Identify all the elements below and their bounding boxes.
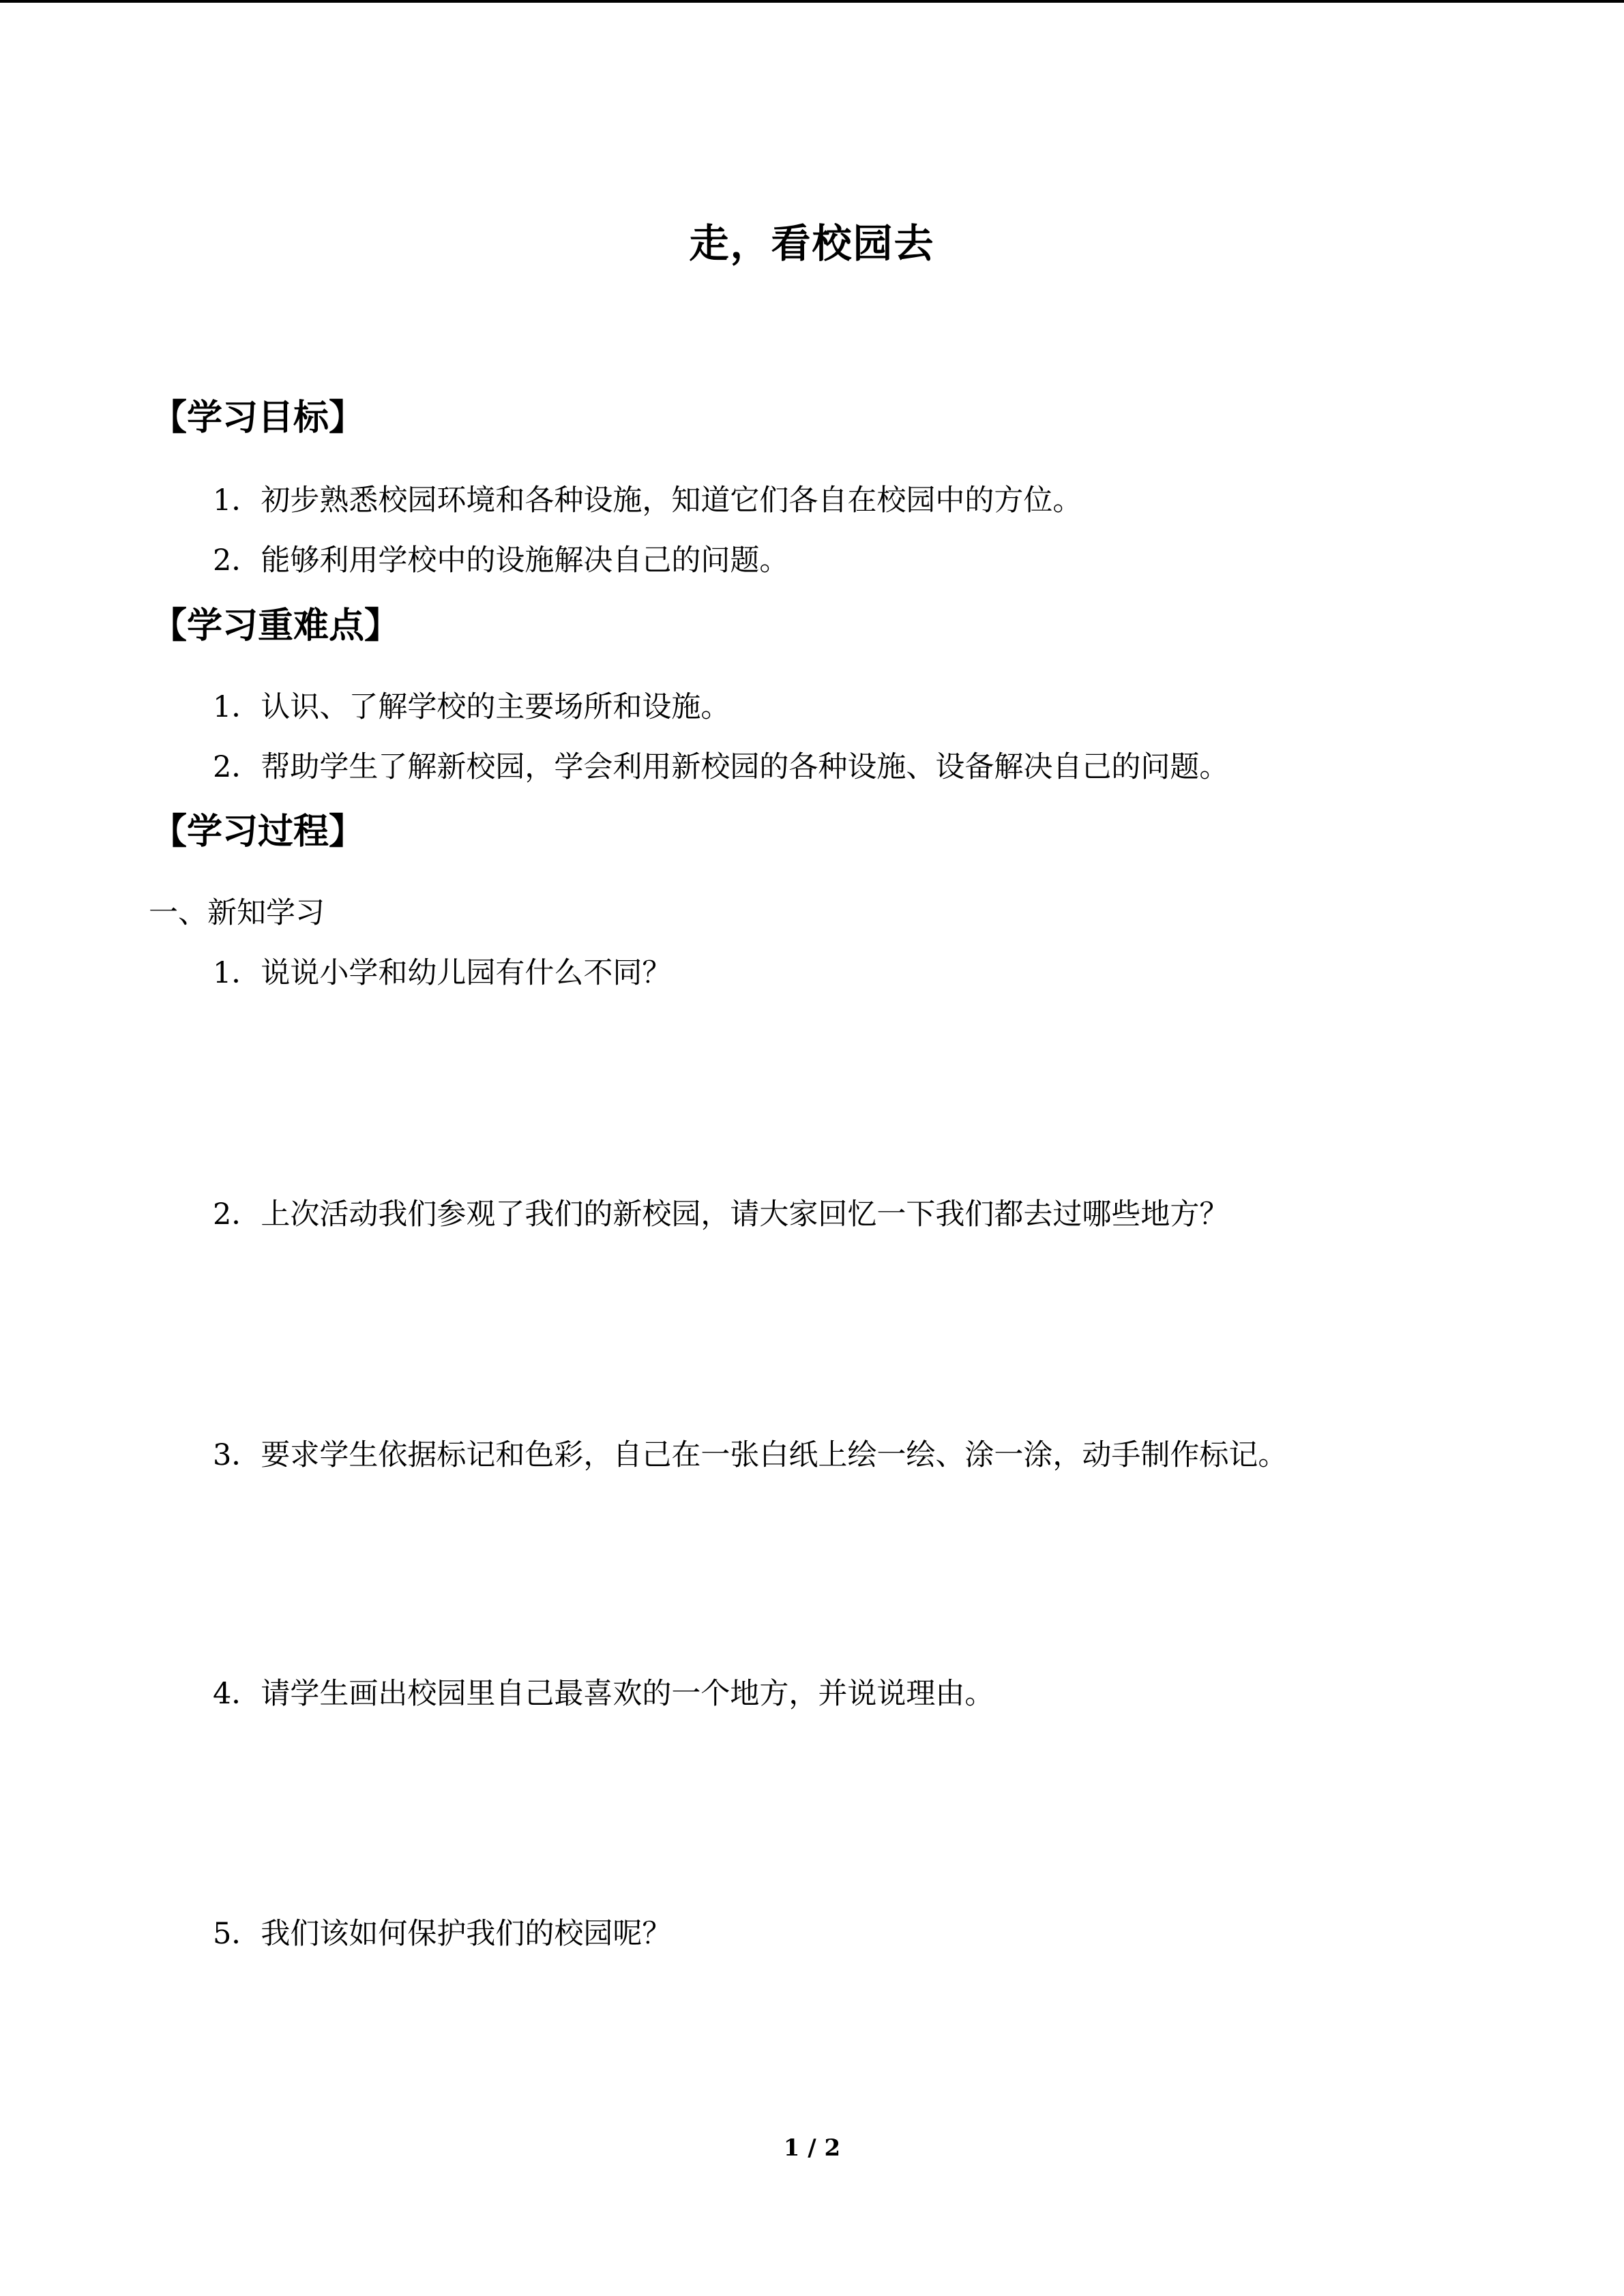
goal-item-2: 2．能够利用学校中的设施解决自己的问题。 [213,543,789,578]
key-point-item-1: 1．认识、了解学校的主要场所和设施。 [213,690,730,724]
process-item-1: 1．说说小学和幼儿园有什么不同？ [213,956,672,990]
top-border-line [0,0,1624,3]
process-item-4: 4．请学生画出校园里自己最喜欢的一个地方，并说说理由。 [213,1677,994,1711]
section-heading-process: 【学习过程】 [151,811,365,852]
process-item-3: 3．要求学生依据标记和色彩，自己在一张白纸上绘一绘、涂一涂，动手制作标记。 [213,1438,1288,1472]
goal-item-1: 1．初步熟悉校园环境和各种设施，知道它们各自在校园中的方位。 [213,483,1082,518]
key-point-item-2: 2．帮助学生了解新校园，学会利用新校园的各种设施、设备解决自己的问题。 [213,750,1229,784]
process-item-5: 5．我们该如何保护我们的校园呢？ [213,1917,672,1951]
process-item-2: 2．上次活动我们参观了我们的新校园，请大家回忆一下我们都去过哪些地方？ [213,1197,1229,1232]
subsection-new-knowledge: 一、新知学习 [149,896,325,930]
document-title: 走，看校园去 [689,220,935,267]
section-heading-key-points: 【学习重难点】 [151,606,400,646]
page-number: 1 / 2 [783,2134,841,2162]
section-heading-goals: 【学习目标】 [151,398,365,438]
